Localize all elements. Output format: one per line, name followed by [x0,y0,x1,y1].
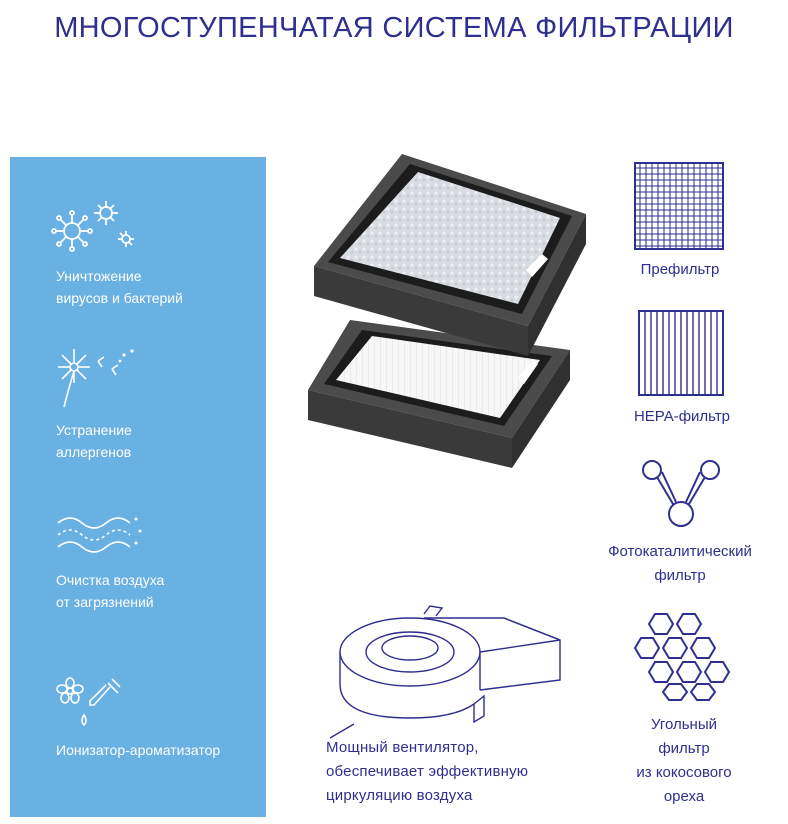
filter-cassettes-image [290,150,600,480]
photocatalytic-label: Фотокаталитический фильтр [608,543,752,584]
flower-dropper-icon [54,675,134,730]
fan-description: Мощный вентилятор, обеспечивает эффективную циркуляцию воздуха [326,739,529,804]
air-waves-icon [54,509,144,559]
benefit-label-purification: Очистка воздуха от загрязнений [56,572,165,610]
hepa-pleats-icon [638,310,724,396]
benefit-label-ionizer: Ионизатор-ароматизатор [56,742,221,758]
prefilter-label: Префильтр [640,261,720,278]
benefits-panel [10,157,266,817]
charcoal-label: Угольный фильтр из кокосового ореха [636,716,732,805]
hepa-label: HEPA-фильтр [633,408,731,425]
benefit-label-viruses: Уничтожение вирусов и бактерий [56,268,183,306]
page-title: МНОГОСТУПЕНЧАТАЯ СИСТЕМА ФИЛЬТРАЦИИ [54,12,734,44]
prefilter-mesh-icon [634,162,724,250]
honeycomb-icon [632,610,732,702]
dandelion-icon [54,347,144,412]
virus-icon [50,199,140,259]
molecule-icon [640,458,722,530]
fan-blower-icon [324,600,576,740]
benefit-label-allergens: Устранение аллергенов [56,422,132,460]
